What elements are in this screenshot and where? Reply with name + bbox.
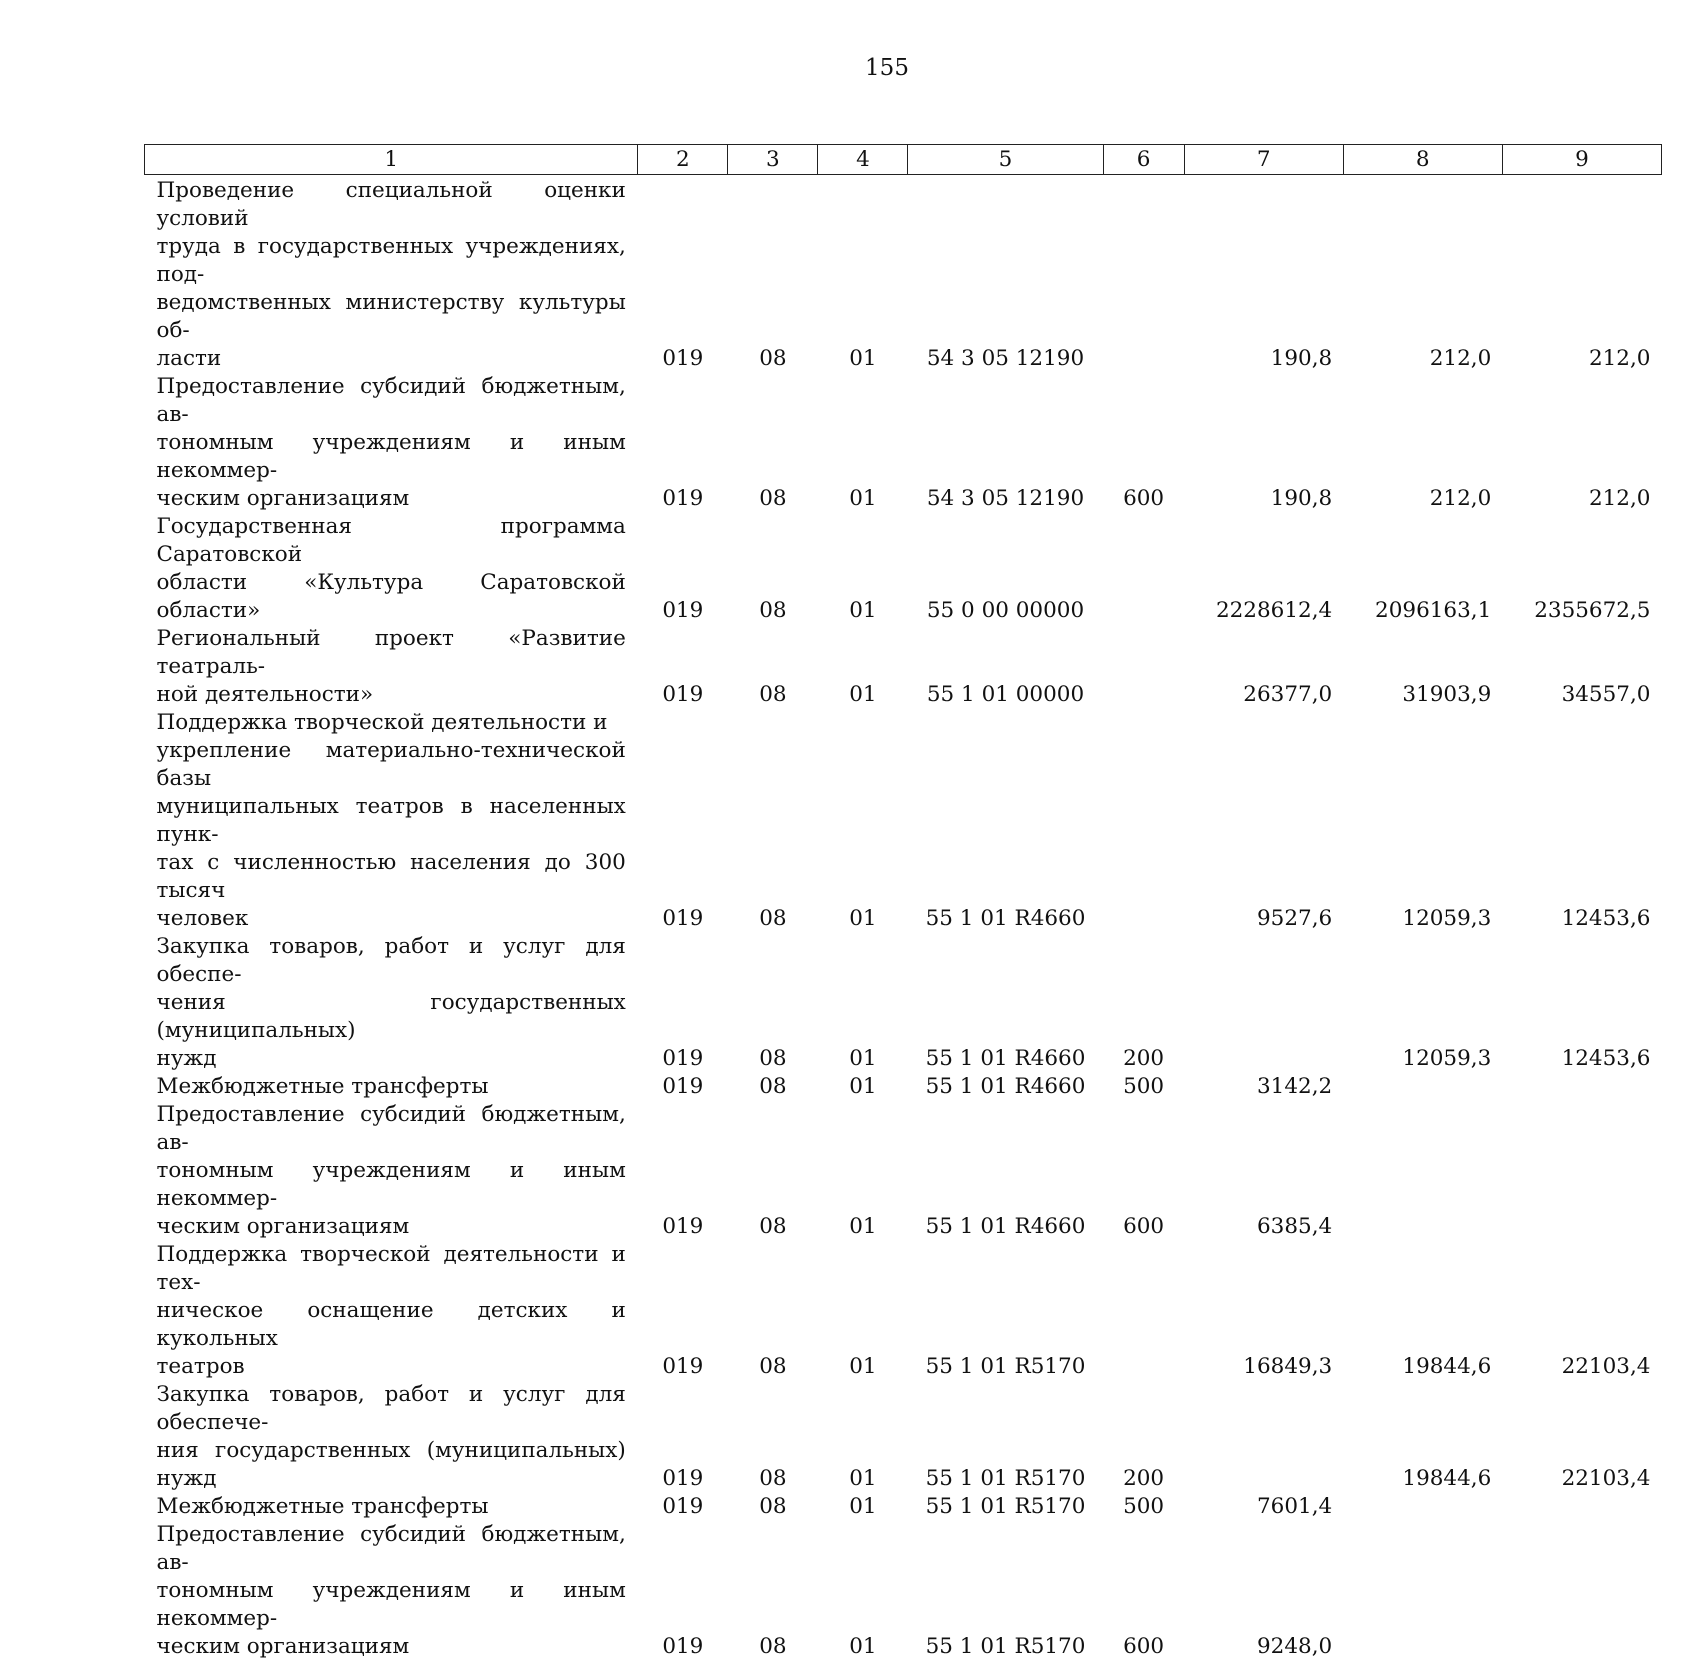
amount-year-3 [1502,1493,1661,1521]
table-row [145,709,1662,933]
section-code: 08 [728,1493,818,1521]
header-col-9: 9 [1502,145,1661,175]
amount-year-3 [1502,1101,1661,1241]
row-name-line: ния государственных (муниципальных) нужд [157,1438,626,1491]
expense-type-code: 600 [1103,373,1184,513]
ministry-code: 019 [638,709,728,933]
amount-year-3: 212,0 [1502,175,1661,374]
row-name-line: ведомственных министерству культуры об- [157,290,626,343]
header-col-4: 4 [818,145,908,175]
row-name [145,1493,638,1521]
header-col-8: 8 [1343,145,1502,175]
row-name-line: ной деятельности» [157,682,374,707]
row-name-line: Межбюджетные трансферты [157,1494,489,1519]
row-name-line: Предоставление субсидий бюджетным, ав- [157,1522,626,1575]
amount-year-2 [1343,1101,1502,1241]
table-row [145,1521,1662,1661]
header-row [145,145,1662,175]
expense-type-code: 200 [1103,1381,1184,1493]
section-code: 08 [728,1241,818,1381]
subsection-code: 01 [818,1101,908,1241]
subsection-code: 01 [818,1241,908,1381]
ministry-code: 019 [638,1101,728,1241]
section-code: 08 [728,373,818,513]
row-name [145,625,638,709]
ministry-code: 019 [638,175,728,374]
row-name-line: театров [157,1354,245,1379]
amount-year-3: 22103,4 [1502,1381,1661,1493]
target-article-code: 55 1 01 R4660 [908,1101,1103,1241]
subsection-code: 01 [818,373,908,513]
row-name-line: муниципальных театров в населенных пунк- [157,794,626,847]
row-name-line: тономным учреждениям и иным некоммер- [157,430,626,483]
row-name-line: Поддержка творческой деятельности и [157,710,608,735]
subsection-code: 01 [818,513,908,625]
header-col-1: 1 [145,145,638,175]
expense-type-code: 600 [1103,1101,1184,1241]
amount-year-1 [1184,1381,1343,1493]
expense-type-code [1103,625,1184,709]
target-article-code: 54 3 05 12190 [908,373,1103,513]
row-name [145,709,638,933]
amount-year-3: 2355672,5 [1502,513,1661,625]
row-name-line: ческим организациям [157,1634,410,1659]
table-row [145,373,1662,513]
header-col-3: 3 [728,145,818,175]
row-name-line: области «Культура Саратовской области» [157,570,626,623]
ministry-code: 019 [638,1073,728,1101]
section-code: 08 [728,1073,818,1101]
expense-type-code: 200 [1103,933,1184,1073]
row-name-line: тономным учреждениям и иным некоммер- [157,1578,626,1631]
amount-year-1: 26377,0 [1184,625,1343,709]
subsection-code: 01 [818,709,908,933]
table-row [145,513,1662,625]
target-article-code: 55 1 01 00000 [908,625,1103,709]
ministry-code: 019 [638,1381,728,1493]
amount-year-3: 12453,6 [1502,709,1661,933]
target-article-code: 55 1 01 R4660 [908,933,1103,1073]
row-name-line: Закупка товаров, работ и услуг для обеспече- [157,1382,626,1435]
table-row [145,175,1662,374]
row-name-line: нужд [157,1046,217,1071]
row-name-line: ническое оснащение детских и кукольных [157,1298,626,1351]
amount-year-3: 22103,4 [1502,1241,1661,1381]
ministry-code: 019 [638,1521,728,1661]
row-name-line: Проведение специальной оценки условий [157,178,626,231]
target-article-code: 55 0 00 00000 [908,513,1103,625]
table-row [145,1381,1662,1493]
amount-year-3: 34557,0 [1502,625,1661,709]
expense-type-code [1103,1241,1184,1381]
row-name-line: укрепление материально-технической базы [157,738,626,791]
row-name-line: Региональный проект «Развитие театраль- [157,626,626,679]
budget-table [144,144,1662,1661]
amount-year-2: 212,0 [1343,373,1502,513]
header-col-7: 7 [1184,145,1343,175]
row-name-line: Закупка товаров, работ и услуг для обеспе- [157,934,626,987]
table-row [145,625,1662,709]
row-name [145,373,638,513]
row-name-line: тономным учреждениям и иным некоммер- [157,1158,626,1211]
row-name [145,933,638,1073]
amount-year-2: 19844,6 [1343,1241,1502,1381]
amount-year-2: 2096163,1 [1343,513,1502,625]
amount-year-1 [1184,933,1343,1073]
section-code: 08 [728,1521,818,1661]
row-name-line: Государственная программа Саратовской [157,514,626,567]
amount-year-1: 190,8 [1184,373,1343,513]
amount-year-1: 16849,3 [1184,1241,1343,1381]
ministry-code: 019 [638,513,728,625]
row-name [145,1073,638,1101]
target-article-code: 55 1 01 R4660 [908,709,1103,933]
subsection-code: 01 [818,1493,908,1521]
row-name-line: Предоставление субсидий бюджетным, ав- [157,1102,626,1155]
expense-type-code: 500 [1103,1073,1184,1101]
ministry-code: 019 [638,933,728,1073]
target-article-code: 55 1 01 R5170 [908,1381,1103,1493]
target-article-code: 55 1 01 R5170 [908,1493,1103,1521]
amount-year-2 [1343,1521,1502,1661]
ministry-code: 019 [638,1493,728,1521]
amount-year-2: 19844,6 [1343,1381,1502,1493]
page-number: 155 [0,55,1697,81]
section-code: 08 [728,1381,818,1493]
section-code: 08 [728,933,818,1073]
section-code: 08 [728,513,818,625]
subsection-code: 01 [818,625,908,709]
amount-year-3 [1502,1521,1661,1661]
subsection-code: 01 [818,1381,908,1493]
row-name [145,1241,638,1381]
row-name [145,1101,638,1241]
row-name-line: ласти [157,346,222,371]
header-col-5: 5 [908,145,1103,175]
expense-type-code: 500 [1103,1493,1184,1521]
table-row [145,1101,1662,1241]
subsection-code: 01 [818,933,908,1073]
amount-year-1: 190,8 [1184,175,1343,374]
amount-year-1: 9527,6 [1184,709,1343,933]
row-name-line: ческим организациям [157,1214,410,1239]
target-article-code: 55 1 01 R4660 [908,1073,1103,1101]
row-name-line: Поддержка творческой деятельности и тех- [157,1242,626,1295]
subsection-code: 01 [818,175,908,374]
expense-type-code [1103,175,1184,374]
row-name [145,1381,638,1493]
header-col-6: 6 [1103,145,1184,175]
ministry-code: 019 [638,1241,728,1381]
expense-type-code [1103,513,1184,625]
target-article-code: 55 1 01 R5170 [908,1241,1103,1381]
amount-year-3: 12453,6 [1502,933,1661,1073]
amount-year-1: 7601,4 [1184,1493,1343,1521]
table-row [145,933,1662,1073]
row-name-line: человек [157,906,249,931]
table-body [145,175,1662,1661]
row-name-line: чения государственных (муниципальных) [157,990,626,1043]
header-col-2: 2 [638,145,728,175]
ministry-code: 019 [638,625,728,709]
amount-year-2: 12059,3 [1343,933,1502,1073]
ministry-code: 019 [638,373,728,513]
amount-year-1: 9248,0 [1184,1521,1343,1661]
row-name-line: тах с численностью населения до 300 тысяч [157,850,626,903]
row-name-line: ческим организациям [157,486,410,511]
row-name-line: Предоставление субсидий бюджетным, ав- [157,374,626,427]
amount-year-2 [1343,1073,1502,1101]
row-name [145,1521,638,1661]
subsection-code: 01 [818,1521,908,1661]
row-name [145,175,638,374]
table-header [145,145,1662,175]
row-name [145,513,638,625]
amount-year-2: 212,0 [1343,175,1502,374]
amount-year-2: 31903,9 [1343,625,1502,709]
section-code: 08 [728,625,818,709]
target-article-code: 54 3 05 12190 [908,175,1103,374]
amount-year-2: 12059,3 [1343,709,1502,933]
expense-type-code [1103,709,1184,933]
amount-year-1: 6385,4 [1184,1101,1343,1241]
row-name-line: Межбюджетные трансферты [157,1074,489,1099]
amount-year-3 [1502,1073,1661,1101]
amount-year-2 [1343,1493,1502,1521]
row-name-line: труда в государственных учреждениях, под- [157,234,626,287]
table-row [145,1241,1662,1381]
section-code: 08 [728,175,818,374]
amount-year-1: 2228612,4 [1184,513,1343,625]
expense-type-code: 600 [1103,1521,1184,1661]
table-row [145,1073,1662,1101]
section-code: 08 [728,709,818,933]
amount-year-1: 3142,2 [1184,1073,1343,1101]
subsection-code: 01 [818,1073,908,1101]
section-code: 08 [728,1101,818,1241]
amount-year-3: 212,0 [1502,373,1661,513]
table-row [145,1493,1662,1521]
target-article-code: 55 1 01 R5170 [908,1521,1103,1661]
